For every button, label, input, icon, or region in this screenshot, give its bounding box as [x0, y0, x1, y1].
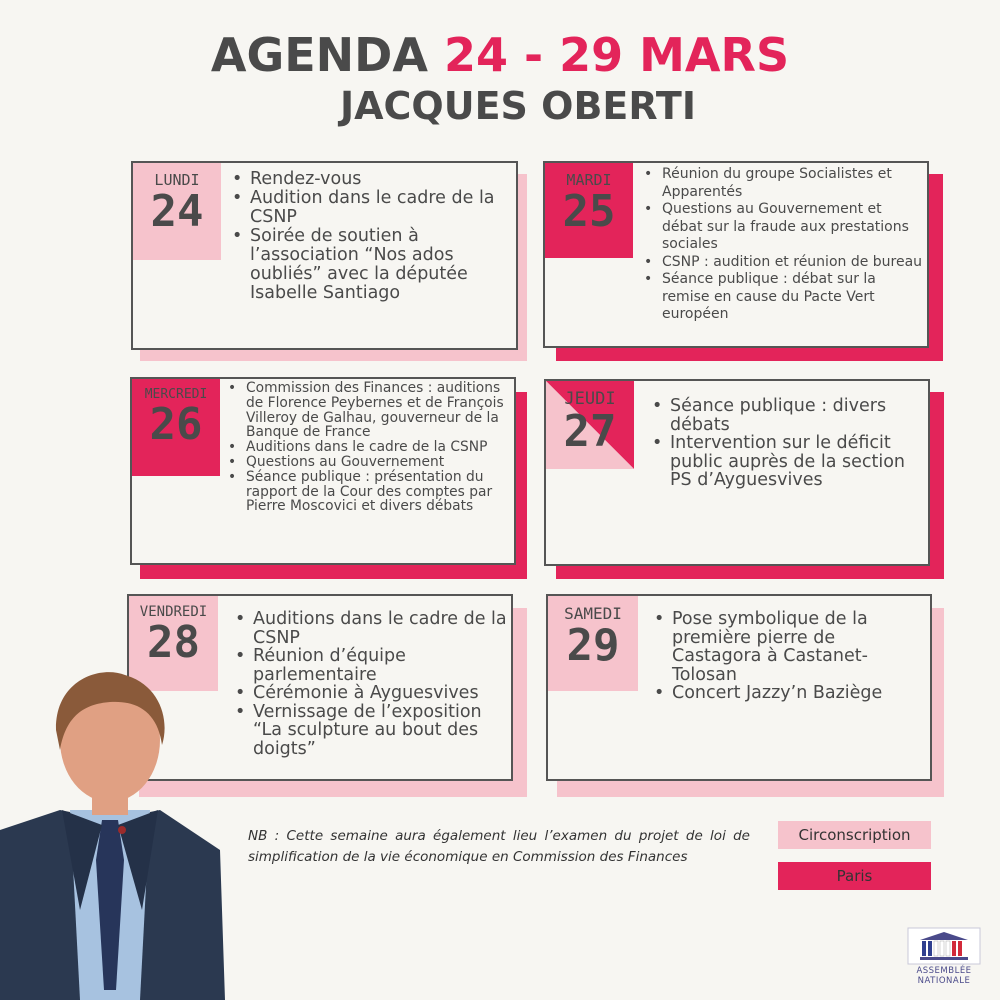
day-number: 24 [150, 186, 204, 237]
list-item: • Commission des Finances : auditions de Florence Peybernes et de François Villeroy de Galhau, gouverneur de la Banque de France [226, 381, 516, 440]
day-badge-mardi [545, 163, 633, 258]
day-number: 29 [566, 620, 620, 671]
event-list [226, 381, 516, 514]
list-item: • Soirée de soutien à l’association “Nos ados oubliés” avec la députée Isabelle Santiago [230, 227, 512, 303]
event-list [642, 166, 924, 324]
day-badge-lundi [133, 163, 221, 260]
tag-circonscription: Circonscription [778, 821, 931, 849]
list-item: • Pose symbolique de la première pierre de Castagora à Castanet-Tolosan [652, 610, 928, 684]
event-list [233, 610, 509, 758]
list-item: • Questions au Gouvernement et débat sur la fraude aux prestations sociales [642, 201, 924, 254]
list-item: • CSNP : audition et réunion de bureau [642, 254, 924, 272]
list-item: • Intervention sur le déficit public auprès de la section PS d’Ayguesvives [650, 434, 926, 490]
day-badge-samedi [548, 596, 638, 691]
day-card-mercredi [130, 377, 516, 565]
day-name: LUNDI [154, 171, 200, 189]
day-label-jeudi [546, 381, 634, 469]
list-item: • Questions au Gouvernement [226, 455, 516, 470]
assemblee-nationale-logo [906, 926, 982, 994]
day-number: 28 [147, 617, 200, 668]
day-number: 27 [563, 406, 617, 457]
list-item: • Séance publique : présentation du rapport de la Cour des comptes par Pierre Moscovici et divers débats [226, 470, 516, 514]
day-card-lundi [131, 161, 518, 350]
list-item: • Cérémonie à Ayguesvives [233, 684, 509, 703]
list-item: • Auditions dans le cadre de la CSNP [233, 610, 509, 647]
day-name: MERCREDI [144, 387, 208, 402]
day-name: VENDREDI [139, 604, 208, 620]
day-name: SAMEDI [564, 604, 622, 623]
list-item: • Rendez-vous [230, 170, 512, 189]
event-list [652, 610, 928, 703]
title-agenda: AGENDA [210, 28, 428, 82]
day-card-jeudi [544, 379, 930, 566]
day-name: MARDI [566, 171, 612, 189]
tag-paris: Paris [778, 862, 931, 890]
list-item: • Séance publique : débat sur la remise en cause du Pacte Vert européen [642, 271, 924, 324]
list-item: • Concert Jazzy’n Baziège [652, 684, 928, 703]
title-dates: 24 - 29 MARS [443, 28, 790, 82]
day-card-samedi [546, 594, 932, 781]
logo-line-2: NATIONALE [917, 976, 971, 986]
list-item: • Réunion du groupe Socialistes et Apparentés [642, 166, 924, 201]
list-item: • Réunion d’équipe parlementaire [233, 647, 509, 684]
day-card-mardi [543, 161, 929, 348]
event-list [230, 170, 512, 303]
day-number: 26 [149, 399, 203, 450]
footnote: NB : Cette semaine aura également lieu l’examen du projet de loi de simplification de la vie économique en Commission des Finances [248, 828, 750, 865]
event-list [650, 397, 926, 490]
page-title [0, 28, 1000, 82]
day-badge-mercredi [132, 379, 220, 476]
assemblee-building-icon [906, 926, 982, 966]
list-item: • Vernissage de l’exposition “La sculpture au bout des doigts” [233, 703, 509, 759]
day-number: 25 [562, 186, 616, 237]
list-item: • Auditions dans le cadre de la CSNP [226, 440, 516, 455]
list-item: • Séance publique : divers débats [650, 397, 926, 434]
deputy-photo [0, 660, 225, 1000]
list-item: • Audition dans le cadre de la CSNP [230, 189, 512, 227]
logo-text [906, 966, 982, 986]
logo-line-1: ASSEMBLÉE [916, 966, 972, 976]
day-name: JEUDI [564, 389, 616, 409]
deputy-name: JACQUES OBERTI [340, 84, 696, 128]
